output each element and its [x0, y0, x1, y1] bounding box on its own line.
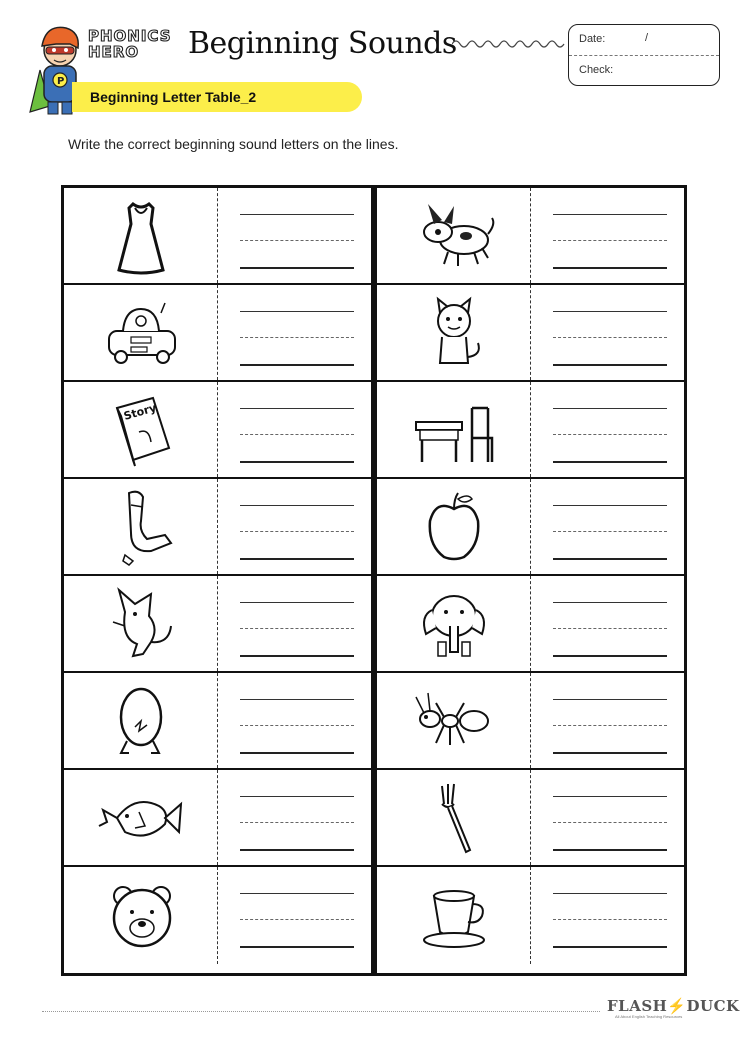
writing-line — [240, 364, 354, 366]
date-row[interactable] — [569, 25, 719, 56]
writing-line — [240, 461, 354, 463]
writing-lines[interactable] — [240, 794, 354, 850]
writing-line — [553, 796, 667, 797]
cell-dashed-divider — [217, 576, 218, 671]
writing-lines[interactable] — [240, 697, 354, 753]
worksheet-subtitle: Beginning Letter Table_2 — [90, 89, 257, 105]
page-title: Beginning Sounds — [188, 26, 457, 61]
cell-dashed-divider — [530, 285, 531, 380]
worksheet-cell-right — [377, 479, 684, 576]
worksheet-cell-left — [64, 867, 371, 964]
fish-icon — [95, 776, 187, 860]
bear-icon — [95, 874, 187, 958]
worksheet-cell-left — [64, 673, 371, 770]
worksheet-cell-left — [64, 382, 371, 479]
picture-area — [64, 673, 217, 768]
writing-midline — [553, 725, 667, 726]
writing-line — [553, 849, 667, 851]
fox-icon — [95, 582, 187, 666]
writing-lines[interactable] — [553, 503, 667, 559]
writing-line — [553, 505, 667, 506]
brand-logo — [88, 28, 180, 60]
writing-midline — [240, 725, 354, 726]
logo-right-text: DUCK — [686, 997, 740, 1015]
writing-lines[interactable] — [553, 794, 667, 850]
writing-lines[interactable] — [240, 212, 354, 268]
writing-midline — [240, 240, 354, 241]
svg-text:P: P — [57, 76, 65, 87]
desk-chair-icon — [408, 388, 500, 472]
writing-lines[interactable] — [553, 309, 667, 365]
writing-line — [553, 311, 667, 312]
picture-area — [64, 285, 217, 380]
brand-line-1: PHONICS — [88, 27, 172, 45]
cell-dashed-divider — [530, 576, 531, 671]
writing-midline — [553, 240, 667, 241]
writing-line — [240, 849, 354, 851]
brand-line-2: HERO — [88, 43, 140, 61]
writing-midline — [240, 531, 354, 532]
writing-lines[interactable] — [240, 503, 354, 559]
picture-area — [64, 867, 217, 964]
writing-line — [240, 946, 354, 948]
lightning-bolt-icon: ⚡ — [667, 997, 687, 1015]
picture-area — [64, 576, 217, 671]
writing-midline — [553, 337, 667, 338]
picture-area — [64, 770, 217, 865]
cup-icon — [408, 874, 500, 958]
date-check-box — [568, 24, 720, 86]
picture-area — [377, 576, 530, 671]
writing-line — [240, 752, 354, 754]
cell-dashed-divider — [217, 770, 218, 865]
writing-midline — [553, 531, 667, 532]
writing-lines[interactable] — [553, 212, 667, 268]
picture-area — [64, 188, 217, 283]
fork-icon — [408, 776, 500, 860]
worksheet-cell-left — [64, 188, 371, 285]
writing-line — [553, 655, 667, 657]
worksheet-cell-right — [377, 867, 684, 964]
writing-line — [240, 214, 354, 215]
writing-line — [553, 893, 667, 894]
worksheet-cell-left — [64, 479, 371, 576]
worksheet-cell-right — [377, 576, 684, 673]
writing-line — [240, 602, 354, 603]
worksheet-cell-left — [64, 576, 371, 673]
picture-area — [64, 479, 217, 574]
picture-area — [377, 188, 530, 283]
worksheet-cell-right — [377, 770, 684, 867]
writing-line — [240, 796, 354, 797]
picture-area — [64, 382, 217, 477]
cell-dashed-divider — [530, 188, 531, 283]
cell-dashed-divider — [217, 867, 218, 964]
picture-area — [377, 673, 530, 768]
cell-dashed-divider — [530, 770, 531, 865]
writing-line — [240, 408, 354, 409]
ant-icon — [408, 679, 500, 763]
writing-midline — [553, 434, 667, 435]
book-icon — [95, 388, 187, 472]
writing-line — [553, 364, 667, 366]
picture-area — [377, 479, 530, 574]
cell-dashed-divider — [217, 479, 218, 574]
apple-icon — [408, 485, 500, 569]
worksheet-cell-right — [377, 382, 684, 479]
worksheet-cell-right — [377, 188, 684, 285]
elephant-icon — [408, 582, 500, 666]
writing-midline — [553, 919, 667, 920]
worksheet-cell-right — [377, 673, 684, 770]
writing-line — [553, 267, 667, 269]
writing-line — [240, 311, 354, 312]
footer-tagline: All About English Teaching Resources — [615, 1014, 683, 1019]
writing-midline — [240, 822, 354, 823]
worksheet-cell-left — [64, 770, 371, 867]
picture-area — [377, 867, 530, 964]
writing-lines[interactable] — [240, 406, 354, 462]
egg-icon — [95, 679, 187, 763]
writing-midline — [553, 628, 667, 629]
beginning-letter-table — [61, 185, 687, 976]
footer-rule — [42, 1011, 600, 1012]
cell-dashed-divider — [217, 285, 218, 380]
cell-dashed-divider — [217, 188, 218, 283]
cell-dashed-divider — [530, 479, 531, 574]
logo-left-text: FLASH — [607, 997, 668, 1015]
arm-icon — [95, 485, 187, 569]
writing-line — [553, 461, 667, 463]
instruction-text: Write the correct beginning sound letters on the lines. — [68, 136, 399, 152]
writing-line — [240, 655, 354, 657]
worksheet-cell-right — [377, 285, 684, 382]
cell-dashed-divider — [530, 673, 531, 768]
cell-dashed-divider — [530, 382, 531, 477]
date-separator: / — [645, 32, 649, 44]
writing-line — [553, 408, 667, 409]
date-label: Date: — [579, 33, 606, 45]
writing-lines[interactable] — [553, 600, 667, 656]
writing-lines[interactable] — [553, 891, 667, 947]
writing-line — [553, 602, 667, 603]
picture-area — [377, 770, 530, 865]
writing-line — [240, 699, 354, 700]
dress-icon — [95, 194, 187, 278]
writing-line — [240, 267, 354, 269]
check-label: Check: — [579, 64, 614, 76]
picture-area — [377, 382, 530, 477]
check-row[interactable] — [569, 56, 719, 86]
car-icon — [95, 291, 187, 375]
writing-midline — [240, 337, 354, 338]
dog-icon — [408, 194, 500, 278]
picture-area — [377, 285, 530, 380]
writing-line — [240, 505, 354, 506]
writing-lines[interactable] — [553, 697, 667, 753]
writing-midline — [240, 628, 354, 629]
cell-dashed-divider — [530, 867, 531, 964]
writing-line — [240, 893, 354, 894]
worksheet-cell-left — [64, 285, 371, 382]
flashduck-logo — [607, 997, 740, 1015]
svg-text:Story: Story — [121, 400, 158, 423]
writing-lines[interactable] — [240, 600, 354, 656]
writing-midline — [240, 434, 354, 435]
writing-midline — [553, 822, 667, 823]
writing-midline — [240, 919, 354, 920]
decorative-squiggle — [452, 38, 568, 50]
writing-lines[interactable] — [240, 309, 354, 365]
cell-dashed-divider — [217, 382, 218, 477]
cell-dashed-divider — [217, 673, 218, 768]
writing-line — [553, 946, 667, 948]
writing-line — [553, 699, 667, 700]
cat-icon — [408, 291, 500, 375]
writing-line — [240, 558, 354, 560]
writing-line — [553, 558, 667, 560]
writing-line — [553, 214, 667, 215]
writing-lines[interactable] — [240, 891, 354, 947]
writing-lines[interactable] — [553, 406, 667, 462]
writing-line — [553, 752, 667, 754]
